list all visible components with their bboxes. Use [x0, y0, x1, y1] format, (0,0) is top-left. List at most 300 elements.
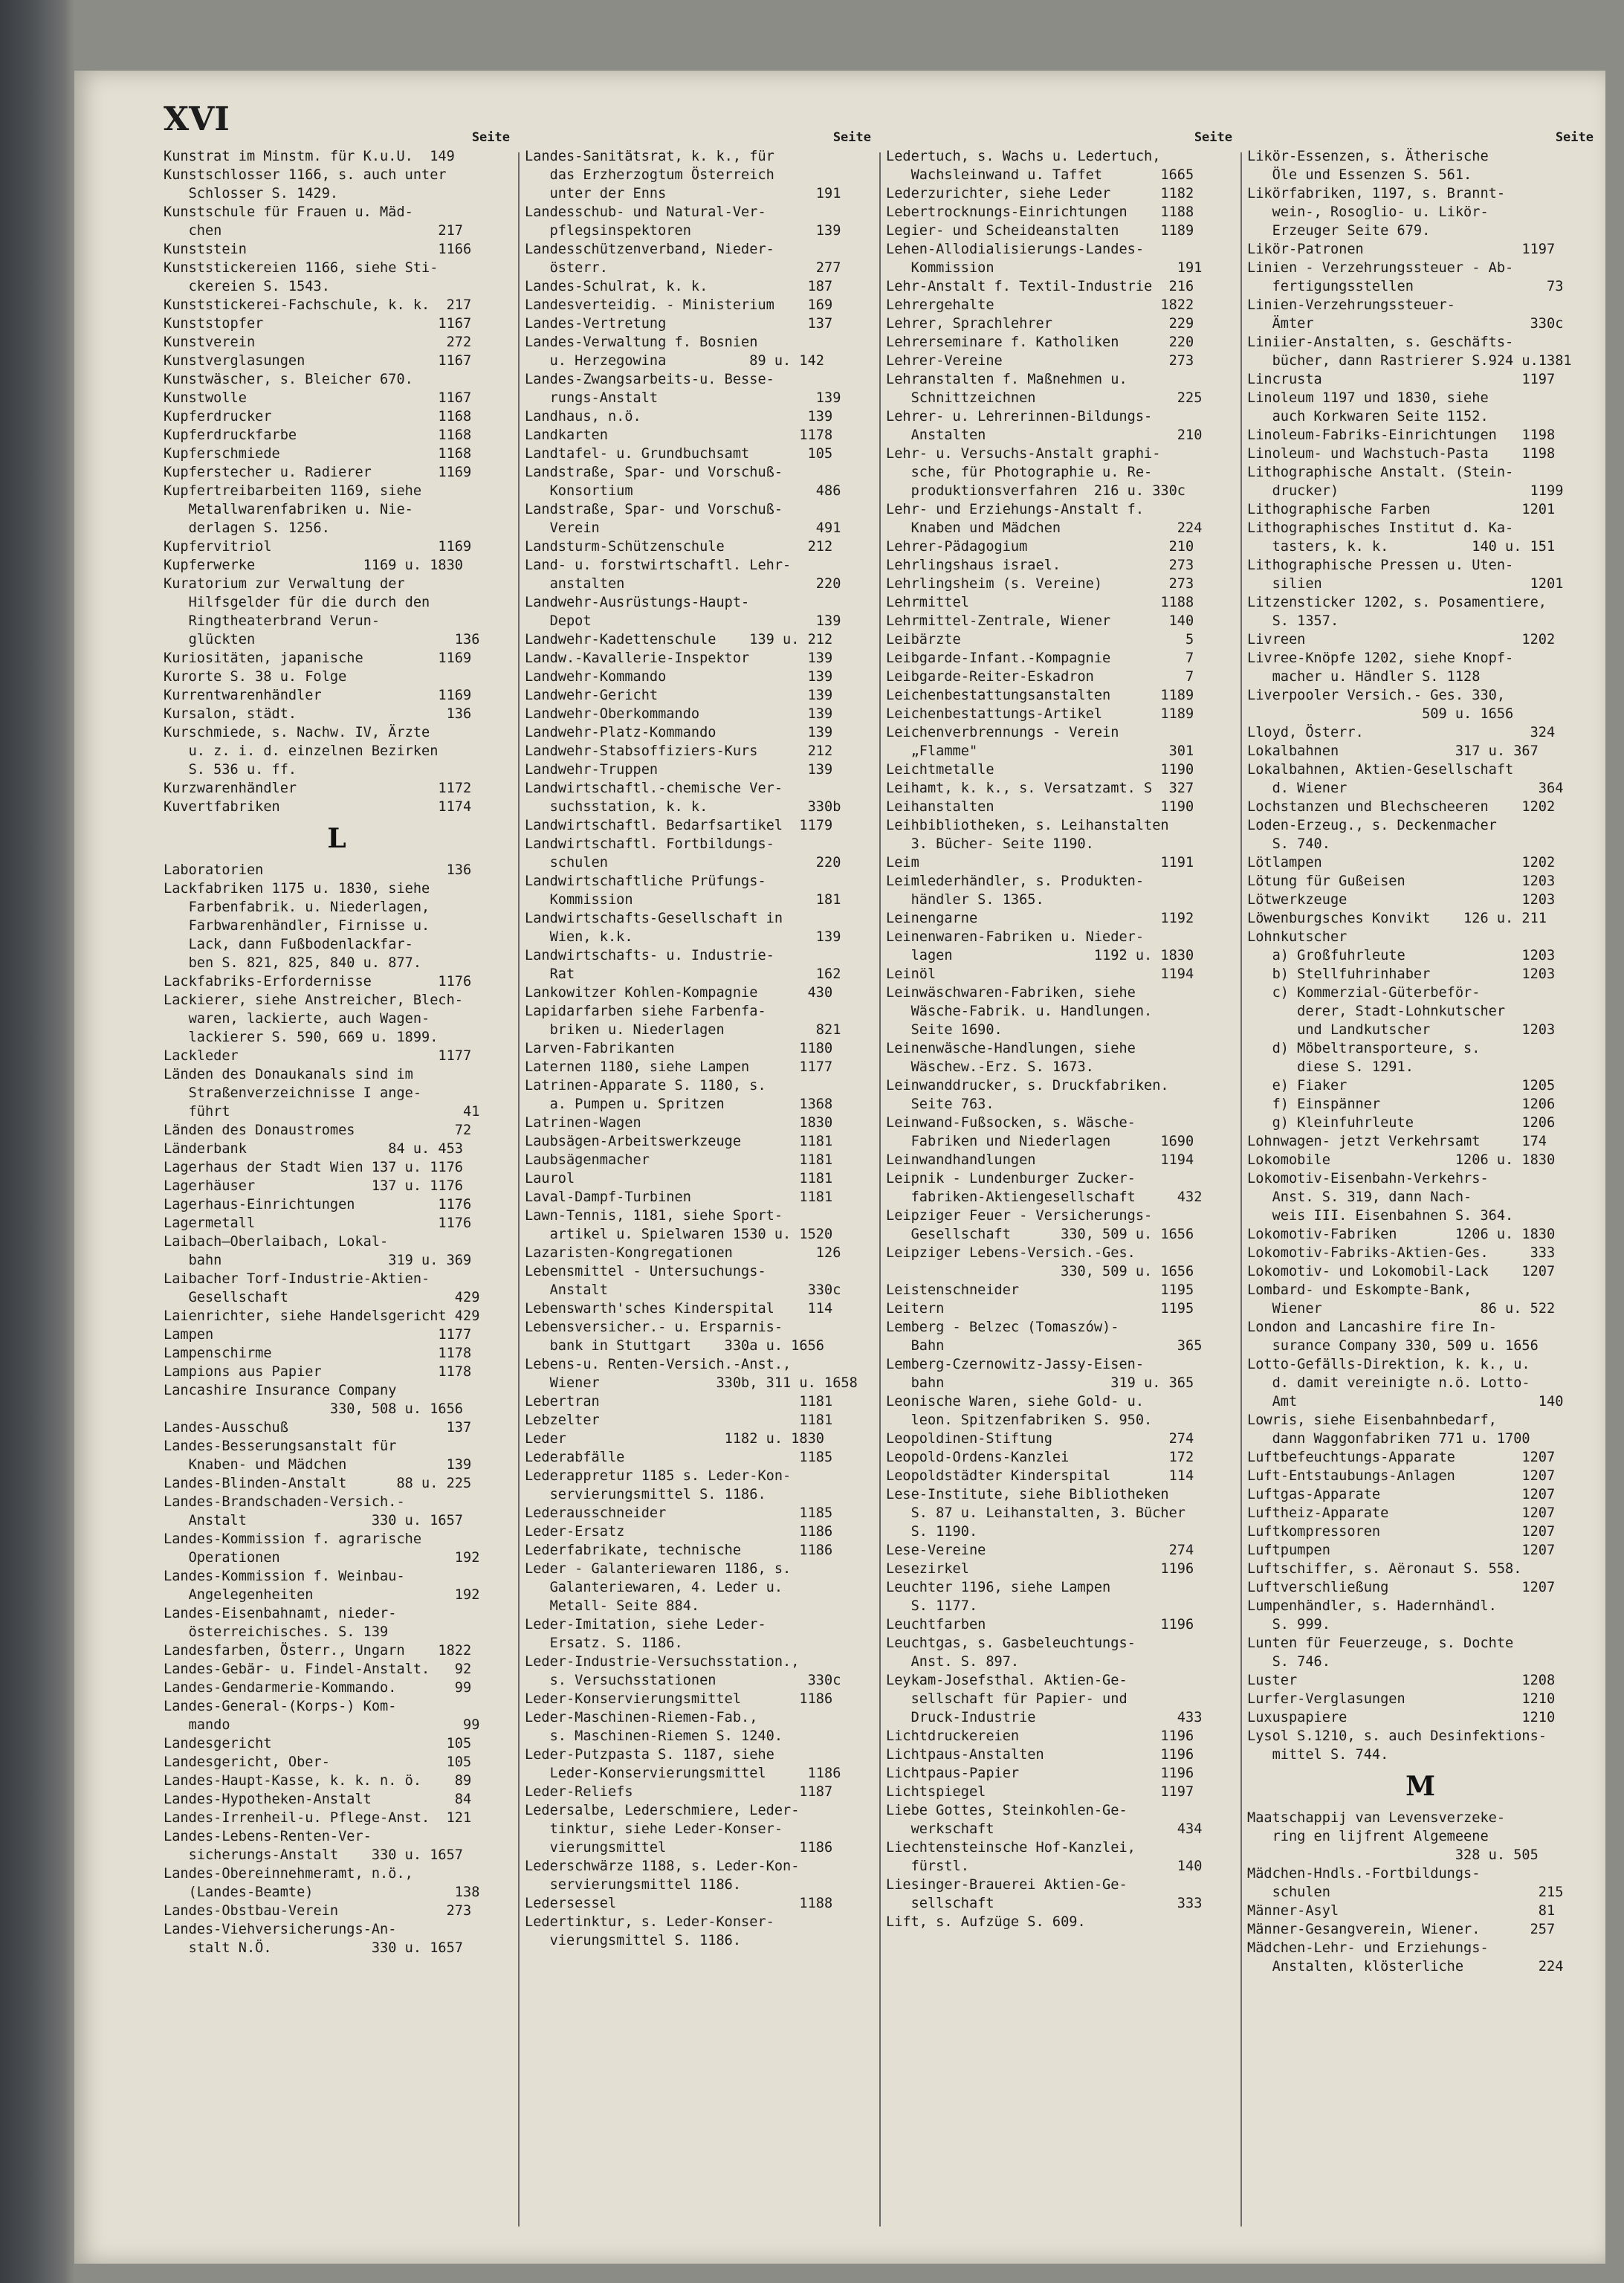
- index-entry: Landes-Haupt-Kasse, k. k. n. ö. 89: [164, 1773, 472, 1789]
- index-entry: Likör-Patronen 1197: [1247, 242, 1556, 257]
- index-entry: Landes-Hypotheken-Anstalt 84: [164, 1792, 472, 1807]
- index-entry: Landwehr-Truppen 139: [525, 762, 833, 778]
- index-entry: Leopoldstädter Kinderspital 114: [886, 1468, 1194, 1484]
- index-entry: d) Möbeltransporteure, s.: [1247, 1041, 1481, 1056]
- index-entry: Livree-Knöpfe 1202, siehe Knopf-: [1247, 650, 1514, 666]
- index-entry: Wachsleinwand u. Taffet 1665: [886, 167, 1194, 183]
- index-entry: Leuchtfarben 1196: [886, 1617, 1194, 1633]
- index-entry: Linien - Verzehrungssteuer - Ab-: [1247, 260, 1514, 276]
- index-entry: Lebzelter 1181: [525, 1412, 833, 1428]
- index-entry: Depot 139: [525, 613, 841, 629]
- index-entry: sellschaft für Papier- und: [886, 1691, 1128, 1707]
- index-entry: Leinwäschwaren-Fabriken, siehe: [886, 985, 1136, 1001]
- index-entry: Lehrergehalte 1822: [886, 297, 1194, 313]
- index-entry: Lombard- und Eskompte-Bank,: [1247, 1282, 1472, 1298]
- index-entry: Lebens-u. Renten-Versich.-Anst.,: [525, 1357, 792, 1372]
- index-entry: S. 999.: [1247, 1617, 1330, 1633]
- index-entry: Likör-Essenzen, s. Ätherische: [1247, 149, 1489, 164]
- index-entry: Kupferdruckfarbe 1168: [164, 427, 472, 443]
- index-entry: Kunstwolle 1167: [164, 390, 472, 406]
- index-entry: Likörfabriken, 1197, s. Brannt-: [1247, 186, 1506, 201]
- index-entry: fabriken-Aktiengesellschaft 432: [886, 1189, 1203, 1205]
- index-entry: Kurorte S. 38 u. Folge: [164, 669, 347, 685]
- index-entry: u. z. i. d. einzelnen Bezirken: [164, 743, 439, 759]
- index-entry: Luftpumpen 1207: [1247, 1543, 1556, 1558]
- index-entry: Leibgarde-Reiter-Eskadron 7: [886, 669, 1194, 685]
- index-entry: Lift, s. Aufzüge S. 609.: [886, 1914, 1086, 1930]
- index-entry: Lokomotiv- und Lokomobil-Lack 1207: [1247, 1264, 1556, 1279]
- index-entry: Anstalt 330c: [525, 1282, 841, 1298]
- index-entry: Ämter 330c: [1247, 316, 1564, 332]
- index-entry: servierungsmittel 1186.: [525, 1877, 742, 1893]
- index-entry: Landwehr-Oberkommando 139: [525, 706, 833, 722]
- index-entry: Leinöl 1194: [886, 966, 1194, 982]
- index-entry: Lehrer-Pädagogium 210: [886, 539, 1194, 555]
- index-entry: Kommission 181: [525, 892, 841, 908]
- index-entry: Lehrlingsheim (s. Vereine) 273: [886, 576, 1194, 592]
- index-entry: Landesschub- und Natural-Ver-: [525, 204, 766, 220]
- index-entry: sellschaft 333: [886, 1896, 1203, 1911]
- index-entry: Kunstschlosser 1166, s. auch unter: [164, 167, 447, 183]
- index-entry: mittel S. 744.: [1247, 1747, 1389, 1763]
- index-entry: S. 1190.: [886, 1524, 978, 1540]
- index-entry: Kunststickerei-Fachschule, k. k. 217: [164, 297, 472, 313]
- index-entry: Laurol 1181: [525, 1171, 833, 1186]
- index-entry: Leuchtgas, s. Gasbeleuchtungs-: [886, 1635, 1136, 1651]
- index-entry: bahn 319 u. 369: [164, 1253, 472, 1268]
- index-entry: Ledertuch, s. Wachs u. Ledertuch,: [886, 149, 1161, 164]
- index-entry: Angelegenheiten 192: [164, 1587, 480, 1603]
- index-entry: Leihamt, k. k., s. Versatzamt. S 327: [886, 781, 1194, 796]
- index-entry: Laibach–Oberlaibach, Lokal-: [164, 1234, 389, 1250]
- index-entry: Anst. S. 319, dann Nach-: [1247, 1189, 1472, 1205]
- index-entry: Kuriositäten, japanische 1169: [164, 650, 472, 666]
- index-entry: lackierer S. 590, 669 u. 1899.: [164, 1030, 439, 1045]
- index-entry: „Flamme" 301: [886, 743, 1194, 759]
- index-entry: Lunten für Feuerzeuge, s. Dochte: [1247, 1635, 1514, 1651]
- index-entry: Ersatz. S. 1186.: [525, 1635, 683, 1651]
- index-entry: Erzeuger Seite 679.: [1247, 223, 1431, 239]
- index-entry: Luftkompressoren 1207: [1247, 1524, 1556, 1540]
- index-entry: Lithographische Anstalt. (Stein-: [1247, 465, 1514, 480]
- index-entry: Luft-Entstaubungs-Anlagen 1207: [1247, 1468, 1556, 1484]
- index-entry: Lederausschneider 1185: [525, 1505, 833, 1521]
- index-entry: Legier- und Scheideanstalten 1189: [886, 223, 1194, 239]
- index-entry: Lackierer, siehe Anstreicher, Blech-: [164, 992, 463, 1008]
- index-entry: Lehrlingshaus israel. 273: [886, 558, 1194, 573]
- index-entry: Leichenbestattungsanstalten 1189: [886, 688, 1194, 703]
- index-entry: Lederschwärze 1188, s. Leder-Kon-: [525, 1859, 800, 1874]
- index-entry: (Landes-Beamte) 138: [164, 1885, 480, 1900]
- index-entry: Lokomotiv-Eisenbahn-Verkehrs-: [1247, 1171, 1489, 1186]
- index-entry: tinktur, siehe Leder-Konser-: [525, 1821, 783, 1837]
- index-entry: Kunstschule für Frauen u. Mäd-: [164, 204, 413, 220]
- index-entry: Kupfertreibarbeiten 1169, siehe: [164, 483, 422, 499]
- index-entry: Lithographische Farben 1201: [1247, 502, 1556, 517]
- index-entry: Lebertrocknungs-Einrichtungen 1188: [886, 204, 1194, 220]
- index-entry: Leipnik - Lundenburger Zucker-: [886, 1171, 1136, 1186]
- index-entry: Länderbank 84 u. 453: [164, 1141, 463, 1157]
- index-entry: Bahn 365: [886, 1338, 1203, 1354]
- index-entry: Linoleum 1197 und 1830, siehe: [1247, 390, 1489, 406]
- index-entry: Lack, dann Fußbodenlackfar-: [164, 937, 413, 952]
- index-entry: Leichenverbrennungs - Verein: [886, 725, 1119, 740]
- index-entry: Gesellschaft 429: [164, 1290, 480, 1305]
- index-entry: Anst. S. 897.: [886, 1654, 1020, 1670]
- index-entry: Kunststopfer 1167: [164, 316, 472, 332]
- index-entry: bahn 319 u. 365: [886, 1375, 1194, 1391]
- index-entry: Lichtpaus-Anstalten 1196: [886, 1747, 1194, 1763]
- index-entry: Landwirtschafts- u. Industrie-: [525, 948, 774, 963]
- index-entry: Lese-Institute, siehe Bibliotheken: [886, 1487, 1169, 1502]
- index-entry: Lankowitzer Kohlen-Kompagnie 430: [525, 985, 833, 1001]
- index-entry: Leopoldinen-Stiftung 274: [886, 1431, 1194, 1447]
- index-entry: Landes-Irrenheil-u. Pflege-Anst. 121: [164, 1810, 472, 1826]
- index-entry: Landesschützenverband, Nieder-: [525, 242, 774, 257]
- index-entry: führt 41: [164, 1104, 480, 1120]
- index-entry: Kupferstecher u. Radierer 1169: [164, 465, 472, 480]
- index-entry: Fabriken und Niederlagen 1690: [886, 1134, 1194, 1149]
- index-entry: weis III. Eisenbahnen S. 364.: [1247, 1208, 1514, 1224]
- index-entry: Luftgas-Apparate 1207: [1247, 1487, 1556, 1502]
- index-entry: Leopold-Ordens-Kanzlei 172: [886, 1450, 1194, 1465]
- index-entry: Landwehr-Kommando 139: [525, 669, 833, 685]
- index-entry: Metall- Seite 884.: [525, 1598, 700, 1614]
- index-entry: Wäsche-Fabrik. u. Handlungen.: [886, 1004, 1153, 1019]
- index-entry: f) Einspänner 1206: [1247, 1097, 1556, 1112]
- index-entry: Kunstwäscher, s. Bleicher 670.: [164, 372, 413, 387]
- index-entry: waren, lackierte, auch Wagen-: [164, 1011, 430, 1027]
- index-entry: Landes-Viehversicherungs-An-: [164, 1922, 397, 1937]
- index-entry: Ledersalbe, Lederschmiere, Leder-: [525, 1803, 800, 1818]
- index-entry: Landwehr-Gericht 139: [525, 688, 833, 703]
- index-entry: Wien, k.k. 139: [525, 929, 841, 945]
- index-entry: Landstraße, Spar- und Vorschuß-: [525, 465, 783, 480]
- index-entry: Männer-Gesangverein, Wiener. 257: [1247, 1922, 1556, 1937]
- index-entry: Lithographische Pressen u. Uten-: [1247, 558, 1514, 573]
- index-entry: Kupfervitriol 1169: [164, 539, 472, 555]
- index-entry: Liechtensteinsche Hof-Kanzlei,: [886, 1840, 1136, 1856]
- index-column-3: [886, 129, 1232, 1931]
- index-entry: 509 u. 1656: [1247, 706, 1514, 722]
- index-entry: Landwirtschafts-Gesellschaft in: [525, 911, 783, 926]
- index-entry: Landwehr-Kadettenschule 139 u. 212: [525, 632, 833, 648]
- index-entry: Knaben- und Mädchen 139: [164, 1457, 472, 1473]
- index-entry: mando 99: [164, 1717, 480, 1733]
- index-entry: suchsstation, k. k. 330b: [525, 799, 841, 815]
- index-entry: Kuratorium zur Verwaltung der: [164, 576, 405, 592]
- index-entry: Lötwerkzeuge 1203: [1247, 892, 1556, 908]
- index-entry: Verein 491: [525, 520, 841, 536]
- index-entry: sche, für Photographie u. Re-: [886, 465, 1153, 480]
- index-entry: Leder - Galanteriewaren 1186, s.: [525, 1561, 792, 1577]
- index-entry: Lichtspiegel 1197: [886, 1784, 1194, 1800]
- index-entry: S. 536 u. ff.: [164, 762, 297, 778]
- index-entry: Luftbefeuchtungs-Apparate 1207: [1247, 1450, 1556, 1465]
- index-entry: Seite 1690.: [886, 1022, 1003, 1038]
- index-entry: Leinwand-Fußsocken, s. Wäsche-: [886, 1115, 1136, 1131]
- index-entry: produktionsverfahren 216 u. 330c: [886, 483, 1185, 499]
- index-entry: Laval-Dampf-Turbinen 1181: [525, 1189, 833, 1205]
- index-entry: derer, Stadt-Lohnkutscher: [1247, 1004, 1506, 1019]
- index-entry: Litzensticker 1202, s. Posamentiere,: [1247, 595, 1547, 610]
- index-entry: Landwirtschaftliche Prüfungs-: [525, 874, 766, 889]
- index-entry: artikel u. Spielwaren 1530 u. 1520: [525, 1227, 833, 1242]
- index-entry: Landesverteidig. - Ministerium 169: [525, 297, 833, 313]
- index-entry: Leder 1182 u. 1830: [525, 1431, 824, 1447]
- index-entry: Linoleum- und Wachstuch-Pasta 1198: [1247, 446, 1556, 462]
- index-entry: e) Fiaker 1205: [1247, 1078, 1556, 1094]
- index-entry: Landes-Obereinnehmeramt, n.ö.,: [164, 1866, 413, 1882]
- index-entry: Lotto-Gefälls-Direktion, k. k., u.: [1247, 1357, 1530, 1372]
- index-entry: servierungsmittel S. 1186.: [525, 1487, 766, 1502]
- index-entry: Lehrerseminare f. Katholiken 220: [886, 335, 1194, 350]
- index-entry: Leder-Industrie-Versuchsstation.,: [525, 1654, 800, 1670]
- index-entry: d. Wiener 364: [1247, 781, 1564, 796]
- section-letter: M: [1405, 1771, 1435, 1802]
- index-entry: Landes-Verwaltung f. Bosnien: [525, 335, 758, 350]
- index-entry: Leichenbestattungs-Artikel 1189: [886, 706, 1194, 722]
- index-entry: Lagerhaus der Stadt Wien 137 u. 1176: [164, 1160, 463, 1175]
- index-entry: Landes-Obstbau-Verein 273: [164, 1903, 472, 1919]
- section-letter: L: [327, 823, 346, 854]
- index-entry: unter der Enns 191: [525, 186, 841, 201]
- index-entry: Ringtheaterbrand Verun-: [164, 613, 381, 629]
- index-entry: Liebe Gottes, Steinkohlen-Ge-: [886, 1803, 1128, 1818]
- index-entry: Knaben und Mädchen 224: [886, 520, 1203, 536]
- index-entry: Lapidarfarben siehe Farbenfa-: [525, 1004, 766, 1019]
- page-number: XVI: [164, 100, 230, 138]
- column-header: Seite: [832, 130, 871, 145]
- index-entry: b) Stellfuhrinhaber 1203: [1247, 966, 1556, 982]
- index-entry: Kuvertfabriken 1174: [164, 799, 472, 815]
- index-entry: Landesgericht 105: [164, 1736, 472, 1751]
- index-entry: Landes-Brandschaden-Versich.-: [164, 1494, 405, 1510]
- index-entry: Landsturm-Schützenschule 212: [525, 539, 833, 555]
- index-entry: auch Korkwaren Seite 1152.: [1247, 409, 1489, 424]
- index-entry: Landwehr-Stabsoffiziers-Kurs 212: [525, 743, 833, 759]
- index-entry: Leder-Konservierungsmittel 1186: [525, 1691, 833, 1707]
- index-entry: Landes-General-(Korps-) Kom-: [164, 1699, 397, 1714]
- index-entry: Ledersessel 1188: [525, 1896, 833, 1911]
- index-entry: briken u. Niederlagen 821: [525, 1022, 841, 1038]
- index-entry: ben S. 821, 825, 840 u. 877.: [164, 955, 422, 971]
- index-entry: tasters, k. k. 140 u. 151: [1247, 539, 1556, 555]
- index-entry: Leuchter 1196, siehe Lampen: [886, 1580, 1111, 1595]
- index-entry: Kurschmiede, s. Nachw. IV, Ärzte: [164, 725, 430, 740]
- index-entry: Lehrer-Vereine 273: [886, 353, 1194, 369]
- index-entry: Liverpooler Versich.- Ges. 330,: [1247, 688, 1506, 703]
- index-entry: S. 740.: [1247, 836, 1330, 852]
- index-entry: und Landkutscher 1203: [1247, 1022, 1556, 1038]
- index-entry: Lackleder 1177: [164, 1048, 472, 1064]
- index-entry: Landkarten 1178: [525, 427, 833, 443]
- index-entry: Lemberg-Czernowitz-Jassy-Eisen-: [886, 1357, 1145, 1372]
- index-entry: Straßenverzeichnisse I ange-: [164, 1085, 422, 1101]
- index-entry: Lötlampen 1202: [1247, 855, 1556, 871]
- index-entry: Loden-Erzeug., s. Deckenmacher: [1247, 818, 1497, 833]
- index-entry: a. Pumpen u. Spritzen 1368: [525, 1097, 833, 1112]
- index-column-2: [525, 129, 871, 1950]
- index-entry: Lehr- und Erziehungs-Anstalt f.: [886, 502, 1145, 517]
- index-entry: Lehranstalten f. Maßnehmen u.: [886, 372, 1128, 387]
- index-entry: Lagermetall 1176: [164, 1215, 472, 1231]
- index-entry: Kupferdrucker 1168: [164, 409, 472, 424]
- index-entry: a) Großfuhrleute 1203: [1247, 948, 1556, 963]
- index-entry: Lebenswarth'sches Kinderspital 114: [525, 1301, 833, 1317]
- index-entry: Leder-Imitation, siehe Leder-: [525, 1617, 766, 1633]
- index-entry: Lederappretur 1185 s. Leder-Kon-: [525, 1468, 792, 1484]
- index-entry: S. 1177.: [886, 1598, 978, 1614]
- index-entry: Leonische Waren, siehe Gold- u.: [886, 1394, 1145, 1409]
- index-entry: leon. Spitzenfabriken S. 950.: [886, 1412, 1153, 1428]
- index-entry: Lehrer- u. Lehrerinnen-Bildungs-: [886, 409, 1153, 424]
- index-entry: Leipziger Feuer - Versicherungs-: [886, 1208, 1153, 1224]
- index-entry: Landesfarben, Österr., Ungarn 1822: [164, 1643, 472, 1659]
- index-entry: Laboratorien 136: [164, 862, 472, 878]
- index-entry: Leder-Putzpasta S. 1187, siehe: [525, 1747, 774, 1763]
- index-entry: Linien-Verzehrungssteuer-: [1247, 297, 1455, 313]
- index-entry: Laienrichter, siehe Handelsgericht 429: [164, 1308, 480, 1324]
- index-entry: Ledertinktur, s. Leder-Konser-: [525, 1914, 774, 1930]
- index-entry: Lötung für Gußeisen 1203: [1247, 874, 1556, 889]
- index-entry: Laubsägenmacher 1181: [525, 1152, 833, 1168]
- index-entry: Lokalbahnen, Aktien-Gesellschaft: [1247, 762, 1514, 778]
- index-entry: Lokomobile 1206 u. 1830: [1247, 1152, 1556, 1168]
- index-entry: Lebensversicher.- u. Ersparnis-: [525, 1320, 783, 1335]
- index-entry: Landes-Besserungsanstalt für: [164, 1438, 397, 1454]
- index-entry: Kunstverglasungen 1167: [164, 353, 472, 369]
- index-entry: Landes-Sanitätsrat, k. k., für: [525, 149, 774, 164]
- index-entry: Landwirtschaftl.-chemische Ver-: [525, 781, 783, 796]
- index-entry: Latrinen-Apparate S. 1180, s.: [525, 1078, 766, 1094]
- index-entry: Lichtpaus-Papier 1196: [886, 1766, 1194, 1781]
- index-entry: Mädchen-Lehr- und Erziehungs-: [1247, 1940, 1489, 1956]
- index-entry: Lloyd, Österr. 324: [1247, 725, 1556, 740]
- index-entry: Landes-Zwangsarbeits-u. Besse-: [525, 372, 774, 387]
- index-entry: Leihanstalten 1190: [886, 799, 1194, 815]
- index-entry: Kommission 191: [886, 260, 1203, 276]
- index-entry: Landes-Kommission f. agrarische: [164, 1531, 422, 1547]
- index-entry: Lysol S.1210, s. auch Desinfektions-: [1247, 1728, 1547, 1744]
- index-entry: Landes-Vertretung 137: [525, 316, 833, 332]
- index-entry: Lackfabriken 1175 u. 1830, siehe: [164, 881, 430, 897]
- index-entry: Laibacher Torf-Industrie-Aktien-: [164, 1271, 430, 1287]
- index-entry: Lithographisches Institut d. Ka-: [1247, 520, 1514, 536]
- index-entry: Laternen 1180, siehe Lampen 1177: [525, 1059, 833, 1075]
- index-entry: Lokalbahnen 317 u. 367: [1247, 743, 1539, 759]
- index-entry: Leder-Reliefs 1187: [525, 1784, 833, 1800]
- index-entry: Lohnkutscher: [1247, 929, 1348, 945]
- index-entry: Lehrmittel-Zentrale, Wiener 140: [886, 613, 1194, 629]
- index-entry: Leibgarde-Infant.-Kompagnie 7: [886, 650, 1194, 666]
- index-entry: glückten 136: [164, 632, 480, 648]
- index-entry: schulen 220: [525, 855, 841, 871]
- index-entry: surance Company 330, 509 u. 1656: [1247, 1338, 1539, 1354]
- index-entry: Luxuspapiere 1210: [1247, 1710, 1556, 1725]
- index-entry: ring en lijfrent Algemeene: [1247, 1829, 1489, 1844]
- column-header: Seite: [471, 130, 510, 145]
- index-entry: Lochstanzen und Blechscheeren 1202: [1247, 799, 1556, 815]
- index-entry: Landstraße, Spar- und Vorschuß-: [525, 502, 783, 517]
- index-entry: Leinenwaren-Fabriken u. Nieder-: [886, 929, 1145, 945]
- index-entry: Landes-Lebens-Renten-Ver-: [164, 1829, 372, 1844]
- index-entry: s. Versuchsstationen 330c: [525, 1673, 841, 1688]
- index-entry: derlagen S. 1256.: [164, 520, 330, 536]
- index-entry: London and Lancashire fire In-: [1247, 1320, 1497, 1335]
- index-entry: Landw.-Kavallerie-Inspektor 139: [525, 650, 833, 666]
- column-rule: [1240, 152, 1242, 2227]
- index-entry: silien 1201: [1247, 576, 1564, 592]
- index-entry: Mädchen-Hndls.-Fortbildungs-: [1247, 1866, 1481, 1882]
- index-entry: diese S. 1291.: [1247, 1059, 1414, 1075]
- index-entry: Kunstrat im Minstm. für K.u.U. 149: [164, 149, 455, 164]
- index-entry: sicherungs-Anstalt 330 u. 1657: [164, 1847, 463, 1863]
- index-entry: Landwirtschaftl. Bedarfsartikel 1179: [525, 818, 833, 833]
- index-entry: Farbenfabrik. u. Niederlagen,: [164, 900, 430, 915]
- index-entry: Landwehr-Ausrüstungs-Haupt-: [525, 595, 750, 610]
- index-entry: Seite 763.: [886, 1097, 994, 1112]
- index-entry: Lederabfälle 1185: [525, 1450, 833, 1465]
- index-entry: fürstl. 140: [886, 1859, 1203, 1874]
- index-entry: 328 u. 505: [1247, 1847, 1539, 1863]
- index-entry: Leim 1191: [886, 855, 1194, 871]
- index-entry: Landhaus, n.ö. 139: [525, 409, 833, 424]
- index-entry: Lese-Vereine 274: [886, 1543, 1194, 1558]
- index-entry: Lincrusta 1197: [1247, 372, 1556, 387]
- index-entry: Lichtdruckereien 1196: [886, 1728, 1194, 1744]
- index-entry: Galanteriewaren, 4. Leder u.: [525, 1580, 783, 1595]
- index-entry: Land- u. forstwirtschaftl. Lehr-: [525, 558, 792, 573]
- index-entry: S. 746.: [1247, 1654, 1330, 1670]
- index-entry: vierungsmittel 1186: [525, 1840, 833, 1856]
- index-entry: wein-, Rosoglio- u. Likör-: [1247, 204, 1489, 220]
- column-header: Seite: [1555, 130, 1594, 145]
- index-entry: Länden des Donaukanals sind im: [164, 1067, 413, 1082]
- index-entry: macher u. Händler S. 1128: [1247, 669, 1481, 685]
- index-column-1: [164, 129, 510, 1957]
- index-entry: werkschaft 434: [886, 1821, 1203, 1837]
- index-entry: Maatschappij van Levensverzeke-: [1247, 1810, 1506, 1826]
- index-entry: Kupferwerke 1169 u. 1830: [164, 558, 463, 573]
- column-rule: [518, 152, 520, 2227]
- index-entry: Landes-Ausschuß 137: [164, 1420, 472, 1436]
- index-entry: Rat 162: [525, 966, 841, 982]
- index-entry: Kunstverein 272: [164, 335, 472, 350]
- index-entry: Konsortium 486: [525, 483, 841, 499]
- index-entry: Anstalten 210: [886, 427, 1203, 443]
- index-entry: Landes-Kommission f. Weinbau-: [164, 1569, 405, 1584]
- index-entry: d. damit vereinigte n.ö. Lotto-: [1247, 1375, 1530, 1391]
- index-entry: Leichtmetalle 1190: [886, 762, 1194, 778]
- index-entry: Operationen 192: [164, 1550, 480, 1566]
- index-entry: Leinenwäsche-Handlungen, siehe: [886, 1041, 1136, 1056]
- index-entry: Larven-Fabrikanten 1180: [525, 1041, 833, 1056]
- index-entry: Liniier-Anstalten, s. Geschäfts-: [1247, 335, 1514, 350]
- index-entry: Leibärzte 5: [886, 632, 1194, 648]
- index-entry: dann Waggonfabriken 771 u. 1700: [1247, 1431, 1530, 1447]
- index-entry: ckereien S. 1543.: [164, 279, 330, 294]
- index-entry: Lumpenhändler, s. Hadernhändl.: [1247, 1598, 1497, 1614]
- index-entry: bank in Stuttgart 330a u. 1656: [525, 1338, 824, 1354]
- column-rule: [879, 152, 881, 2227]
- index-entry: Luftheiz-Apparate 1207: [1247, 1505, 1556, 1521]
- index-entry: Leipziger Lebens-Versich.-Ges.: [886, 1245, 1136, 1261]
- index-entry: Lohnwagen- jetzt Verkehrsamt 174: [1247, 1134, 1547, 1149]
- index-entry: Lowris, siehe Eisenbahnbedarf,: [1247, 1412, 1497, 1428]
- index-entry: Lehr- u. Versuchs-Anstalt graphi-: [886, 446, 1161, 462]
- index-column-4: [1247, 129, 1594, 1976]
